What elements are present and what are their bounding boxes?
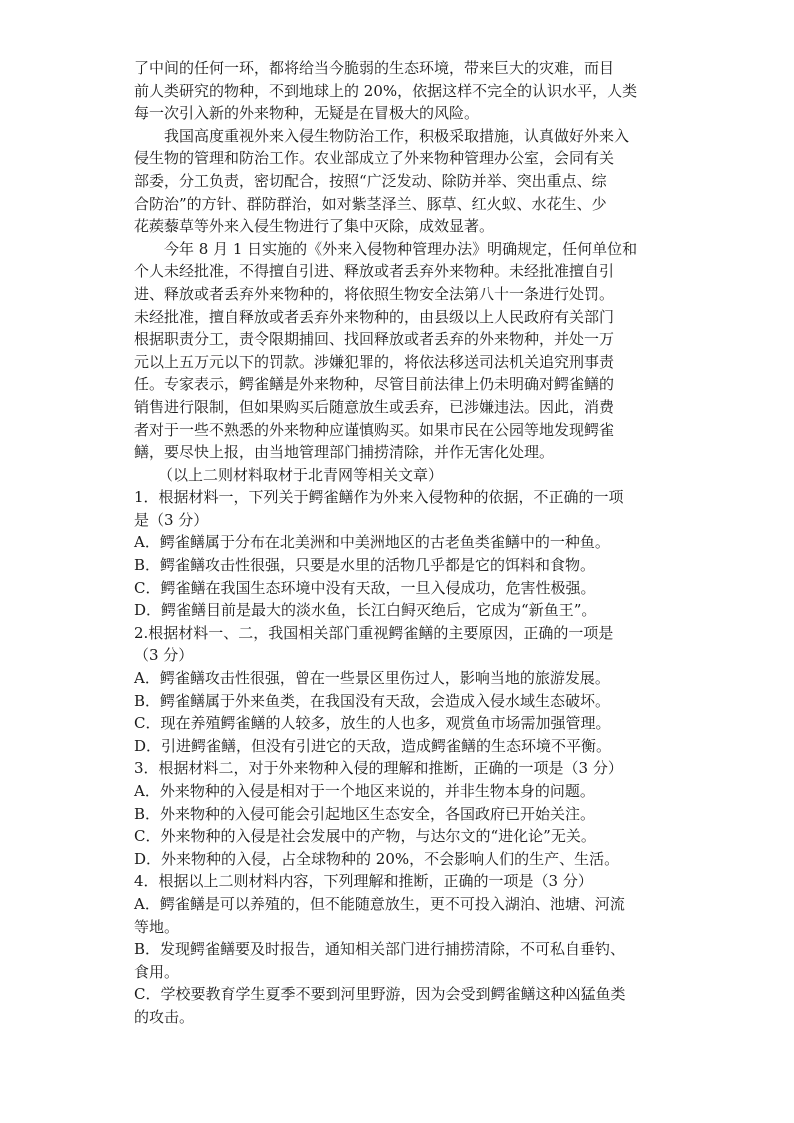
question-stem: 3．根据材料二，对于外来物种入侵的理解和推断，正确的一项是（3 分）: [134, 759, 623, 778]
option-c: C．现在养殖鳄雀鳝的人较多，放生的人也多，观赏鱼市场需加强管理。: [134, 714, 611, 733]
text-line: 前人类研究的物种，不到地球上的 20%，依据这样不完全的认识水平，人类: [134, 81, 638, 100]
option-c: C．学校要教育学生夏季不要到河里野游，因为会受到鳄雀鳝这种凶猛鱼类: [134, 985, 626, 1004]
option-c: C．外来物种的入侵是社会发展中的产物，与达尔文的“进化论”无关。: [134, 827, 596, 846]
passage-paragraph-3: [134, 238, 662, 464]
option-b-continued: 食用。: [134, 962, 180, 981]
question-stem: 2.根据材料一、二，我国相关部门重视鳄雀鳝的主要原因，正确的一项是: [134, 623, 614, 642]
option-c-continued: 的攻击。: [134, 1007, 195, 1026]
option-c: C．鳄雀鳝在我国生态环境中没有天敌，一旦入侵成功，危害性极强。: [134, 578, 596, 597]
text-line: 鳝，要尽快上报，由当地管理部门捕捞清除，并作无害化处理。: [134, 443, 555, 462]
option-b: B．发现鳄雀鳝要及时报告，通知相关部门进行捕捞清除，不可私自垂钓、: [134, 940, 626, 959]
text-line: 今年 8 月 1 日实施的《外来入侵物种管理办法》明确规定，任何单位和: [164, 239, 638, 258]
text-line: 进、释放或者丢弃外来物种的，将依照生物安全法第八十一条进行处罚。: [134, 284, 615, 303]
question-stem: 1．根据材料一，下列关于鳄雀鳝作为外来入侵物种的依据，不正确的一项: [134, 488, 624, 507]
text-line: 者对于一些不熟悉的外来物种应谨慎购买。如果市民在公园等地发现鳄雀: [134, 420, 615, 439]
source-note: （以上二则材料取材于北青网等相关文章）: [158, 465, 444, 484]
text-line: 花蒺藜草等外来入侵生物进行了集中灭除，成效显著。: [134, 217, 495, 236]
option-b: B．鳄雀鳝攻击性很强，只要是水里的活物几乎都是它的饵料和食物。: [134, 556, 596, 575]
option-a: A．鳄雀鳝攻击性很强，曾在一些景区里伤过人，影响当地的旅游发展。: [134, 669, 610, 688]
text-line: 部委，分工负责，密切配合，按照“广泛发动、除防并举、突出重点、综: [134, 171, 607, 190]
text-line: 元以上五万元以下的罚款。涉嫌犯罪的，将依法移送司法机关追究刑事责: [134, 352, 615, 371]
option-d: D．外来物种的入侵，占全球物种的 20%，不会影响人们的生产、生活。: [134, 849, 620, 868]
option-b: B．外来物种的入侵可能会引起地区生态安全，各国政府已开始关注。: [134, 804, 596, 823]
document-page: [134, 57, 662, 1029]
option-a: A．鳄雀鳝是可以养殖的，但不能随意放生，更不可投入湖泊、池塘、河流: [134, 894, 625, 913]
text-line: 了中间的任何一环，都将给当今脆弱的生态环境，带来巨大的灾难，而目: [134, 59, 615, 77]
option-a: A．鳄雀鳝属于分布在北美洲和中美洲地区的古老鱼类雀鳝中的一种鱼。: [134, 533, 610, 552]
question-3: [134, 757, 662, 870]
passage-paragraph-2: [134, 125, 662, 238]
text-line: 每一次引入新的外来物种，无疑是在冒极大的风险。: [134, 104, 480, 123]
option-a: A．外来物种的入侵是相对于一个地区来说的，并非生物本身的问题。: [134, 782, 595, 800]
text-line: 个人未经批准，不得擅自引进、释放或者丢弃外来物种。未经批准擅自引: [134, 262, 615, 281]
option-d: D．鳄雀鳝目前是最大的淡水鱼，长江白鲟灭绝后，它成为“新鱼王”。: [134, 601, 597, 620]
text-line: 合防治”的方针、群防群治，如对紫茎泽兰、豚草、红火蚁、水花生、少: [134, 194, 607, 213]
option-d: D．引进鳄雀鳝，但没有引进它的天敌，造成鳄雀鳝的生态环境不平衡。: [134, 736, 612, 755]
text-line: 任。专家表示，鳄雀鳝是外来物种，尽管目前法律上仍未明确对鳄雀鳝的: [134, 375, 615, 394]
text-line: 侵生物的管理和防治工作。农业部成立了外来物种管理办公室，会同有关: [134, 149, 615, 168]
question-4: [134, 870, 662, 1028]
question-1: [134, 486, 662, 622]
text-line: 未经批准，擅自释放或者丢弃外来物种的，由县级以上人民政府有关部门: [134, 307, 615, 326]
text-line: 我国高度重视外来入侵生物防治工作，积极采取措施，认真做好外来入: [164, 126, 630, 145]
question-stem: 是（3 分）: [134, 510, 209, 529]
question-stem: （3 分）: [134, 646, 194, 665]
text-line: 根据职责分工，责令限期捕回、找回释放或者丢弃的外来物种，并处一万: [134, 330, 615, 349]
question-2: [134, 622, 662, 758]
text-line: 销售进行限制，但如果购买后随意放生或丢弃，已涉嫌违法。因此，消费: [134, 397, 615, 416]
option-b: B．鳄雀鳝属于外来鱼类，在我国没有天敌，会造成入侵水域生态破坏。: [134, 691, 611, 710]
option-a-continued: 等地。: [134, 917, 180, 936]
passage-paragraph-1: [134, 57, 662, 125]
question-stem: 4．根据以上二则材料内容，下列理解和推断，正确的一项是（3 分）: [134, 872, 593, 891]
